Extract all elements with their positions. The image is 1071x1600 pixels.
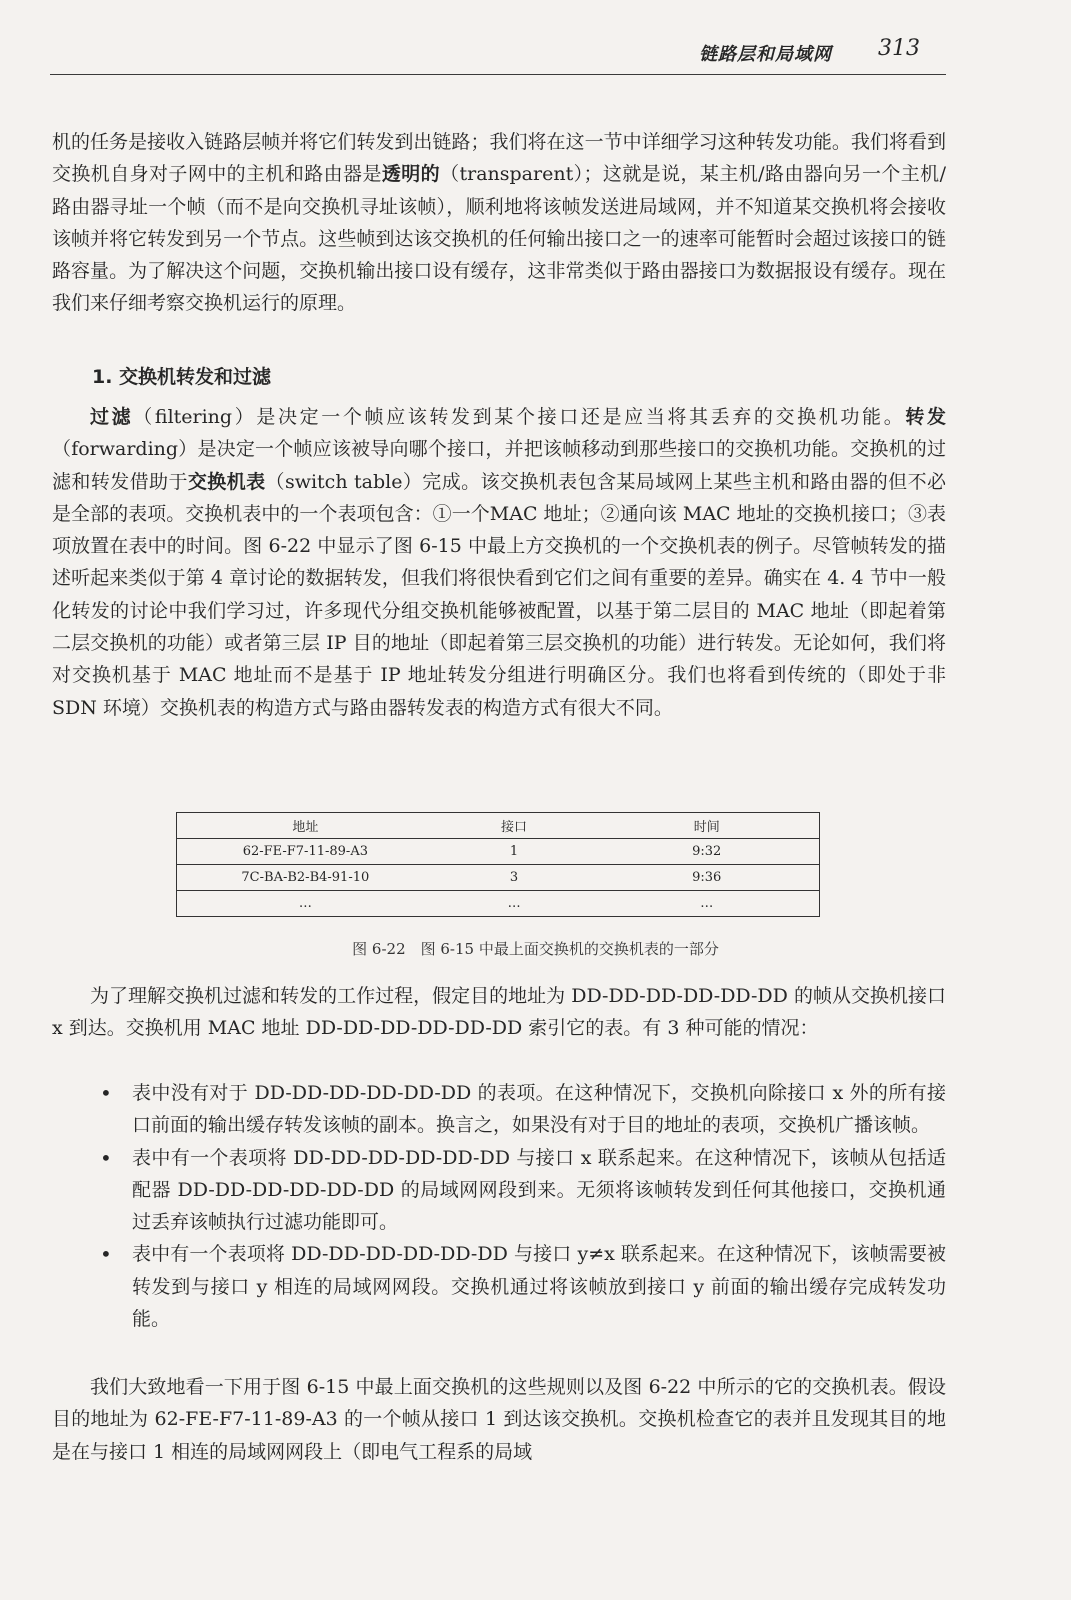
cell-address: … (298, 896, 312, 911)
header-address: 地址 (177, 813, 434, 839)
filter-paragraph (52, 401, 946, 724)
cell-address: 7C-BA-B2-B4-91-10 (177, 865, 434, 891)
cell-interface: 1 (434, 839, 595, 865)
list-item (96, 1238, 946, 1335)
bold-forwarding: 转发 (905, 406, 946, 428)
scenario-paragraph (52, 980, 946, 1045)
closing-text: 我们大致地看一下用于图 6-15 中最上面交换机的这些规则以及图 6-22 中所示的它的交换机表。假设目的地址为 62-FE-F7-11-89-A3 的一个帧从接口 1 到达该交换机。交换机检查它的表并且发现其目的地是在与接口 1 相连的局域网网段上（即电气工程系的局域 (52, 1376, 946, 1463)
running-title: 链路层和局域网 (699, 44, 832, 65)
table-row (177, 839, 820, 865)
intro-bold-transparent: 透明的 (381, 163, 441, 186)
cell-address: 62-FE-F7-11-89-A3 (177, 839, 434, 865)
bullet-text: 表中有一个表项将 DD-DD-DD-DD-DD-DD 与接口 x 联系起来。在这种情况下，该帧从包括适配器 DD-DD-DD-DD-DD-DD 的局域网网段到来。无须将该帧转发到任何其他接口，交换机通过丢弃该帧执行过滤功能即可。 (132, 1146, 946, 1234)
bold-filtering: 过滤 (90, 406, 134, 428)
filter-text-2: （forwarding）是决定一个帧应该被导向哪个接口，并把该帧移动到那些接口的交换机功能。交换机的过滤和转发借助于 (52, 438, 946, 493)
table-row (177, 891, 820, 917)
filter-text-3: （switch table）完成。该交换机表包含某局域网上某些主机和路由器的但不必是全部的表项。交换机表中的一个表项包含：①一个MAC 地址；②通向该 MAC 地址的交换机接口；③表项放置在表中的时间。图 6-22 中显示了图 6-15 中最上方交换机的一个交换机表的例子。尽管帧转发的描述听起来类似于第 4 章讨论的数据转发，但我们将很快看到它们之间有重要的差异。确实在 4. 4 节中一般化转发的讨论中我们学习过，许多现代分组交换机能够被配置，以基于第二层目的 MAC 地址（即起着第二层交换机的功能）或者第三层 IP 目的地址（即起着第三层交换机的功能）进行转发。无论如何，我们将对交换机基于 MAC 地址而不是基于 IP 地址转发分组进行明确区分。我们也将看到传统的（即处于非 SDN 环境）交换机表的构造方式与路由器转发表的构造方式有很大不同。 (52, 470, 946, 719)
cell-time: … (700, 896, 714, 911)
table-row (177, 865, 820, 891)
switch-table (176, 812, 820, 917)
intro-paragraph (52, 126, 946, 320)
cell-time: 9:36 (594, 865, 819, 891)
intro-text-1: 机的任务是接收入链路层帧并将它们转发到出链路；我们将在这一节中详细学习这种转发功能。我们将看到交换机自身对子网中的主机和路由器是 (52, 131, 946, 186)
bullet-list (96, 1077, 946, 1335)
filter-text-1: （filtering）是决定一个帧应该转发到某个接口还是应当将其丢弃的交换机功能。 (133, 406, 906, 428)
page-number: 313 (878, 36, 920, 61)
bullet-dot-icon: • (100, 1242, 112, 1267)
bullet-text: 表中有一个表项将 DD-DD-DD-DD-DD-DD 与接口 y≠x 联系起来。在这种情况下，该帧需要被转发到与接口 y 相连的局域网网段。交换机通过将该帧放到接口 y 前面的输出缓存完成转发功能。 (132, 1243, 946, 1331)
bullet-dot-icon: • (100, 1145, 112, 1170)
intro-text-2: （transparent）；这就是说，某主机/路由器向另一个主机/路由器寻址一个帧（而不是向交换机寻址该帧），顺利地将该帧发送进局域网，并不知道某交换机将会接收该帧并将它转发到另一个节点。这些帧到达该交换机的任何输出接口之一的速率可能暂时会超过该接口的链路容量。为了解决这个问题，交换机输出接口设有缓存，这非常类似于路由器接口为数据报设有缓存。现在我们来仔细考察交换机运行的原理。 (52, 163, 946, 315)
bullet-text: 表中没有对于 DD-DD-DD-DD-DD-DD 的表项。在这种情况下，交换机向除接口 x 外的所有接口前面的输出缓存转发该帧的副本。换言之，如果没有对于目的地址的表项，交换机广播该帧。 (132, 1082, 946, 1137)
page-header (50, 36, 946, 75)
header-interface: 接口 (434, 813, 595, 839)
header-time: 时间 (594, 813, 819, 839)
bullet-dot-icon: • (100, 1081, 112, 1105)
closing-paragraph (52, 1371, 946, 1468)
cell-time: 9:32 (594, 839, 819, 865)
section-heading: 1. 交换机转发和过滤 (92, 366, 272, 388)
scenario-text: 为了理解交换机过滤和转发的工作过程，假定目的地址为 DD-DD-DD-DD-DD-DD 的帧从交换机接口 x 到达。交换机用 MAC 地址 DD-DD-DD-DD-DD-DD 索引它的表。有 3 种可能的情况： (52, 985, 946, 1040)
list-item (96, 1142, 946, 1239)
cell-interface: … (507, 896, 521, 911)
table-header-row (177, 813, 820, 839)
cell-interface: 3 (434, 865, 595, 891)
list-item (96, 1077, 946, 1142)
bold-switch-table: 交换机表 (187, 470, 266, 493)
figure-caption: 图 6-22 图 6-15 中最上面交换机的交换机表的一部分 (352, 940, 719, 958)
